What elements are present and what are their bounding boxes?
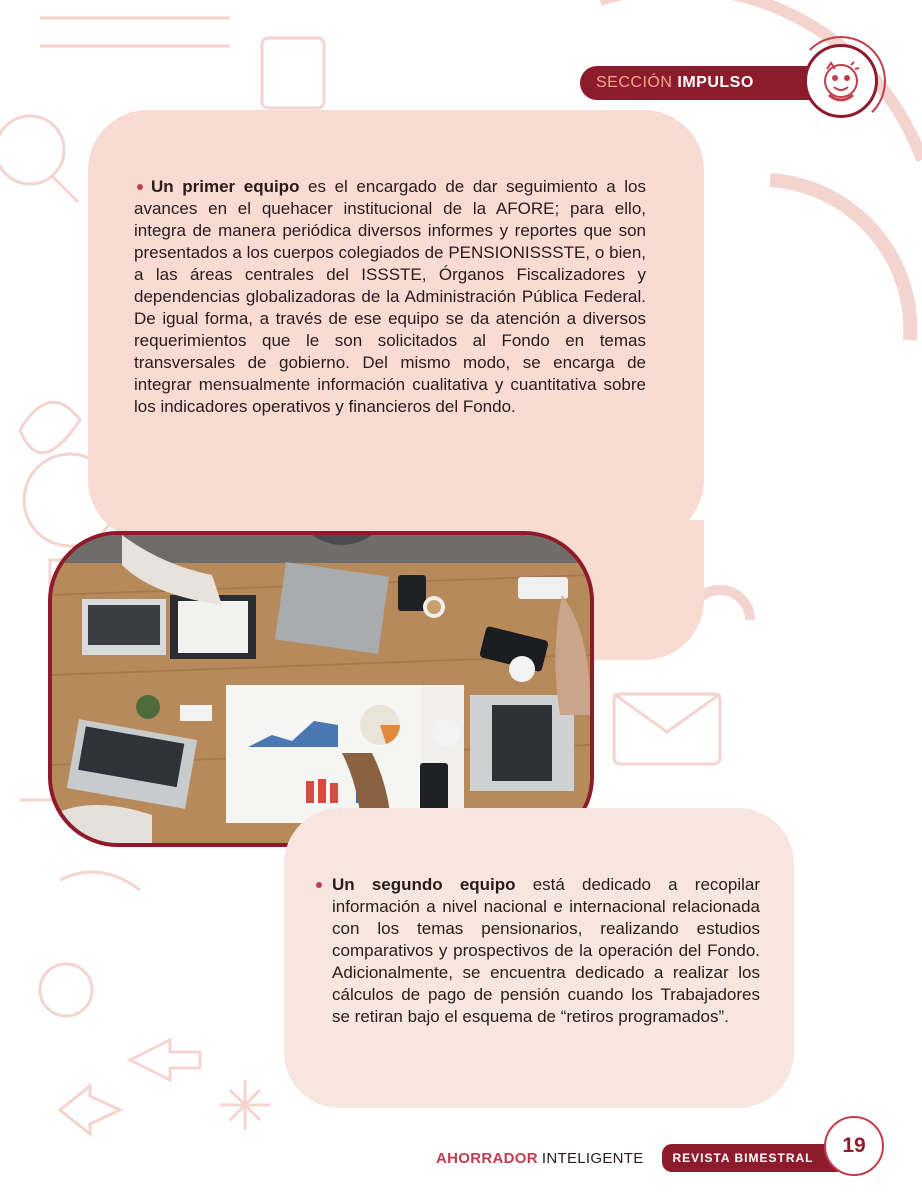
section-tag	[580, 66, 830, 100]
paragraph-primer-equipo	[134, 176, 646, 418]
footer-brand-regular: INTELIGENTE	[541, 1150, 644, 1167]
body-primer-equipo: es el encargado de dar seguimiento a los avances en el quehacer institucional de la AFORE; para ello, integra de manera periódica diversos informes y reportes que son presentados a los cuerpos colegiados de PENSIONISSSTE, o bien, a las áreas centrales del ISSSTE, Órganos Fiscalizadores y dependencias globalizadoras de la Administración Pública Federal. De igual forma, a través de ese equipo se da atención a diversos requerimientos que le son solicitados al Fondo en temas transversales de gobierno. Del mismo modo, se encarga de integrar mensualmente información cualitativa y cuantitativa sobre los indicadores operativos y financieros del Fondo.	[134, 177, 647, 416]
lead-primer-equipo: Un primer equipo	[151, 177, 300, 196]
team-meeting-photo	[48, 531, 594, 847]
mascot-badge-icon	[804, 44, 878, 118]
lead-segundo-equipo: Un segundo equipo	[332, 875, 516, 894]
body-segundo-equipo: está dedicado a recopilar información a nivel nacional e internacional relacionada con los temas pensionarios, realizando estudios comparativos y prospectivos de la operación del Fondo. Adicionalmente, se encuentra dedicado a realizar los cálculos de pago de pensión cuando los Trabajadores se retiran bajo el esquema de “retiros programados”.	[332, 875, 760, 1026]
section-tag-bold: IMPULSO	[677, 74, 754, 91]
page-number: 19	[824, 1116, 884, 1176]
footer-magazine-tag: REVISTA BIMESTRAL	[662, 1144, 838, 1172]
section-tag-light: SECCIÓN	[596, 74, 673, 91]
footer-brand-bold: AHORRADOR	[436, 1150, 538, 1167]
paragraph-segundo-equipo	[332, 874, 760, 1028]
footer-brand	[436, 1150, 644, 1167]
bullet-icon	[316, 882, 322, 888]
